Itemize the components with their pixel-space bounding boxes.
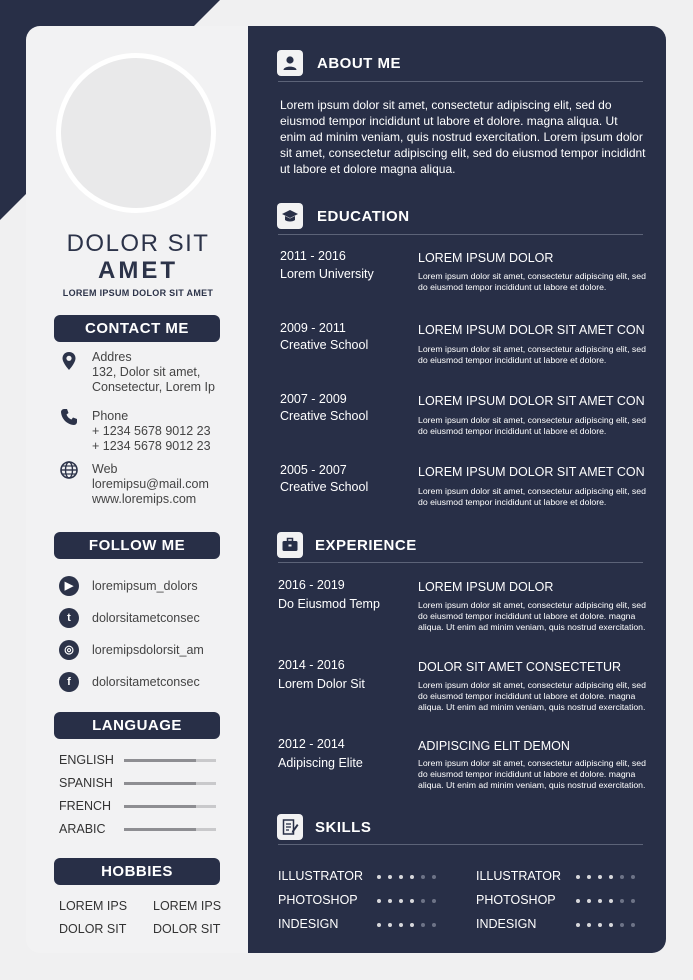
profile-subtitle: LOREM IPSUM DOLOR SIT AMET xyxy=(62,288,214,298)
skill-dot xyxy=(410,899,414,903)
skill-name: PHOTOSHOP xyxy=(278,893,358,907)
language-level-bar xyxy=(124,759,216,762)
section-divider xyxy=(278,562,643,563)
skill-dot xyxy=(609,923,613,927)
facebook-handle[interactable]: dolorsitametconsec xyxy=(92,675,200,689)
name-first: DOLOR SIT xyxy=(66,230,210,257)
skill-dot xyxy=(631,899,635,903)
education-place: Creative School xyxy=(280,338,369,352)
graduation-cap-icon xyxy=(277,203,303,229)
education-years: 2009 - 2011 xyxy=(280,321,346,335)
twitter-icon[interactable]: t xyxy=(59,608,79,628)
youtube-icon[interactable]: ▶ xyxy=(59,576,79,596)
education-place: Creative School xyxy=(280,480,369,494)
phone-icon xyxy=(59,407,79,427)
skill-dot xyxy=(432,875,436,879)
education-heading: EDUCATION xyxy=(317,208,410,225)
skill-dot xyxy=(377,923,381,927)
education-years: 2011 - 2016 xyxy=(280,249,346,263)
address-label: Addres xyxy=(92,350,132,364)
contact-phone xyxy=(92,409,211,454)
skill-name: INDESIGN xyxy=(476,917,537,931)
about-heading: ABOUT ME xyxy=(317,55,401,72)
experience-years: 2016 - 2019 xyxy=(278,578,345,592)
education-desc: Lorem ipsum dolor sit amet, consectetur adipiscing elit, sed do eiusmod tempor incididunt ut labore et dolore. xyxy=(418,415,646,437)
experience-desc: Lorem ipsum dolor sit amet, consectetur adipiscing elit, sed do eiusmod tempor incididunt ut labore et dolore. magna aliqua. Ut enim ad minim veniam, quis nostrud exercitation. xyxy=(418,680,646,713)
experience-place: Adipiscing Elite xyxy=(278,756,363,770)
education-years: 2007 - 2009 xyxy=(280,392,347,406)
skill-dot xyxy=(377,875,381,879)
facebook-icon[interactable]: f xyxy=(59,672,79,692)
user-icon xyxy=(277,50,303,76)
skill-dot xyxy=(388,923,392,927)
skill-dot xyxy=(410,875,414,879)
skill-dot xyxy=(609,899,613,903)
document-edit-icon xyxy=(277,814,303,840)
skill-dot xyxy=(576,875,580,879)
skill-dot xyxy=(576,899,580,903)
phone-line-1: + 1234 5678 9012 23 xyxy=(92,424,211,438)
hobby-item: DOLOR SIT xyxy=(59,922,127,936)
language-heading: LANGUAGE xyxy=(54,712,220,739)
education-title: LOREM IPSUM DOLOR SIT AMET CON xyxy=(418,323,645,337)
skill-dot xyxy=(587,923,591,927)
language-name: SPANISH xyxy=(59,776,113,790)
skill-dot xyxy=(609,875,613,879)
skills-heading: SKILLS xyxy=(315,819,372,836)
experience-place: Lorem Dolor Sit xyxy=(278,677,365,691)
skill-dot xyxy=(620,899,624,903)
globe-icon xyxy=(59,460,79,480)
briefcase-icon xyxy=(277,532,303,558)
experience-desc: Lorem ipsum dolor sit amet, consectetur adipiscing elit, sed do eiusmod tempor incididunt ut labore et dolore. magna aliqua. Ut enim ad minim veniam, quis nostrud exercitation. xyxy=(418,758,646,791)
experience-title: ADIPISCING ELIT DEMON xyxy=(418,739,570,753)
instagram-handle[interactable]: loremipsdolorsit_am xyxy=(92,643,204,657)
language-name: ENGLISH xyxy=(59,753,114,767)
skill-dot xyxy=(377,899,381,903)
skill-dot xyxy=(421,923,425,927)
contact-address xyxy=(92,350,215,395)
experience-place: Do Eiusmod Temp xyxy=(278,597,380,611)
education-title: LOREM IPSUM DOLOR SIT AMET CON xyxy=(418,394,645,408)
skill-dot xyxy=(388,875,392,879)
skill-dot xyxy=(631,923,635,927)
hobby-item: LOREM IPS xyxy=(153,899,222,913)
skill-dot xyxy=(598,899,602,903)
hobbies-heading: HOBBIES xyxy=(54,858,220,885)
education-title: LOREM IPSUM DOLOR SIT AMET CON xyxy=(418,465,645,479)
skill-dot xyxy=(598,875,602,879)
skill-dot xyxy=(388,899,392,903)
education-desc: Lorem ipsum dolor sit amet, consectetur adipiscing elit, sed do eiusmod tempor incididunt ut labore et dolore. xyxy=(418,271,646,293)
skill-dot xyxy=(432,899,436,903)
skill-dot xyxy=(432,923,436,927)
skill-dot xyxy=(587,899,591,903)
experience-desc: Lorem ipsum dolor sit amet, consectetur adipiscing elit, sed do eiusmod tempor incididunt ut labore et dolore. magna aliqua. Ut enim ad minim veniam, quis nostrud exercitation. xyxy=(418,600,646,633)
youtube-handle[interactable]: loremipsum_dolors xyxy=(92,579,198,593)
education-desc: Lorem ipsum dolor sit amet, consectetur adipiscing elit, sed do eiusmod tempor incididunt ut labore et dolore. xyxy=(418,486,646,508)
skill-name: INDESIGN xyxy=(278,917,339,931)
instagram-icon[interactable]: ◎ xyxy=(59,640,79,660)
section-divider xyxy=(278,844,643,845)
address-line-1: 132, Dolor sit amet, xyxy=(92,365,201,379)
about-text: Lorem ipsum dolor sit amet, consectetur adipiscing elit, sed do eiusmod tempor incididunt ut labore et dolore. magna aliqua. Ut enim ad minim veniam, quis nostrud exercitation. Lorem ipsum dolor sit amet, consectetur adipiscing elit, sed do eiusmod tempor incididnt ut labore et dolore magna aliqua. xyxy=(280,98,646,176)
hobby-item: DOLOR SIT xyxy=(153,922,221,936)
skill-name: ILLUSTRATOR xyxy=(476,869,561,883)
contact-heading: CONTACT ME xyxy=(54,315,220,342)
language-level-bar xyxy=(124,828,216,831)
skill-dot xyxy=(410,923,414,927)
web-email[interactable]: loremipsu@mail.com xyxy=(92,477,209,491)
section-divider xyxy=(278,234,643,235)
skill-dot xyxy=(576,923,580,927)
twitter-handle[interactable]: dolorsitametconsec xyxy=(92,611,200,625)
skill-dot xyxy=(631,875,635,879)
education-title: LOREM IPSUM DOLOR xyxy=(418,251,554,265)
section-divider xyxy=(278,81,643,82)
language-name: ARABIC xyxy=(59,822,106,836)
education-years: 2005 - 2007 xyxy=(280,463,347,477)
follow-heading: FOLLOW ME xyxy=(54,532,220,559)
skill-dot xyxy=(421,899,425,903)
experience-years: 2012 - 2014 xyxy=(278,737,345,751)
language-level-bar xyxy=(124,782,216,785)
name-last: AMET xyxy=(98,257,178,284)
skill-dot xyxy=(620,875,624,879)
skill-name: PHOTOSHOP xyxy=(476,893,556,907)
web-label: Web xyxy=(92,462,118,476)
education-place: Lorem University xyxy=(280,267,374,281)
phone-label: Phone xyxy=(92,409,129,423)
skill-dot xyxy=(587,875,591,879)
experience-title: LOREM IPSUM DOLOR xyxy=(418,580,554,594)
language-name: FRENCH xyxy=(59,799,112,813)
skill-dot xyxy=(421,875,425,879)
experience-title: DOLOR SIT AMET CONSECTETUR xyxy=(418,660,622,674)
location-icon xyxy=(59,351,79,371)
education-place: Creative School xyxy=(280,409,369,423)
education-desc: Lorem ipsum dolor sit amet, consectetur adipiscing elit, sed do eiusmod tempor incididunt ut labore et dolore. xyxy=(418,344,646,366)
skill-dot xyxy=(399,899,403,903)
skill-dot xyxy=(399,923,403,927)
skill-dot xyxy=(399,875,403,879)
address-line-2: Consetectur, Lorem Ip xyxy=(92,380,215,394)
skill-dot xyxy=(598,923,602,927)
phone-line-2: + 1234 5678 9012 23 xyxy=(92,439,211,453)
experience-heading: EXPERIENCE xyxy=(315,537,417,554)
profile-photo xyxy=(56,53,216,213)
contact-web xyxy=(92,462,209,507)
web-url[interactable]: www.loremips.com xyxy=(92,492,197,506)
skill-dot xyxy=(620,923,624,927)
hobby-item: LOREM IPS xyxy=(59,899,128,913)
language-level-bar xyxy=(124,805,216,808)
skill-name: ILLUSTRATOR xyxy=(278,869,363,883)
experience-years: 2014 - 2016 xyxy=(278,658,345,672)
